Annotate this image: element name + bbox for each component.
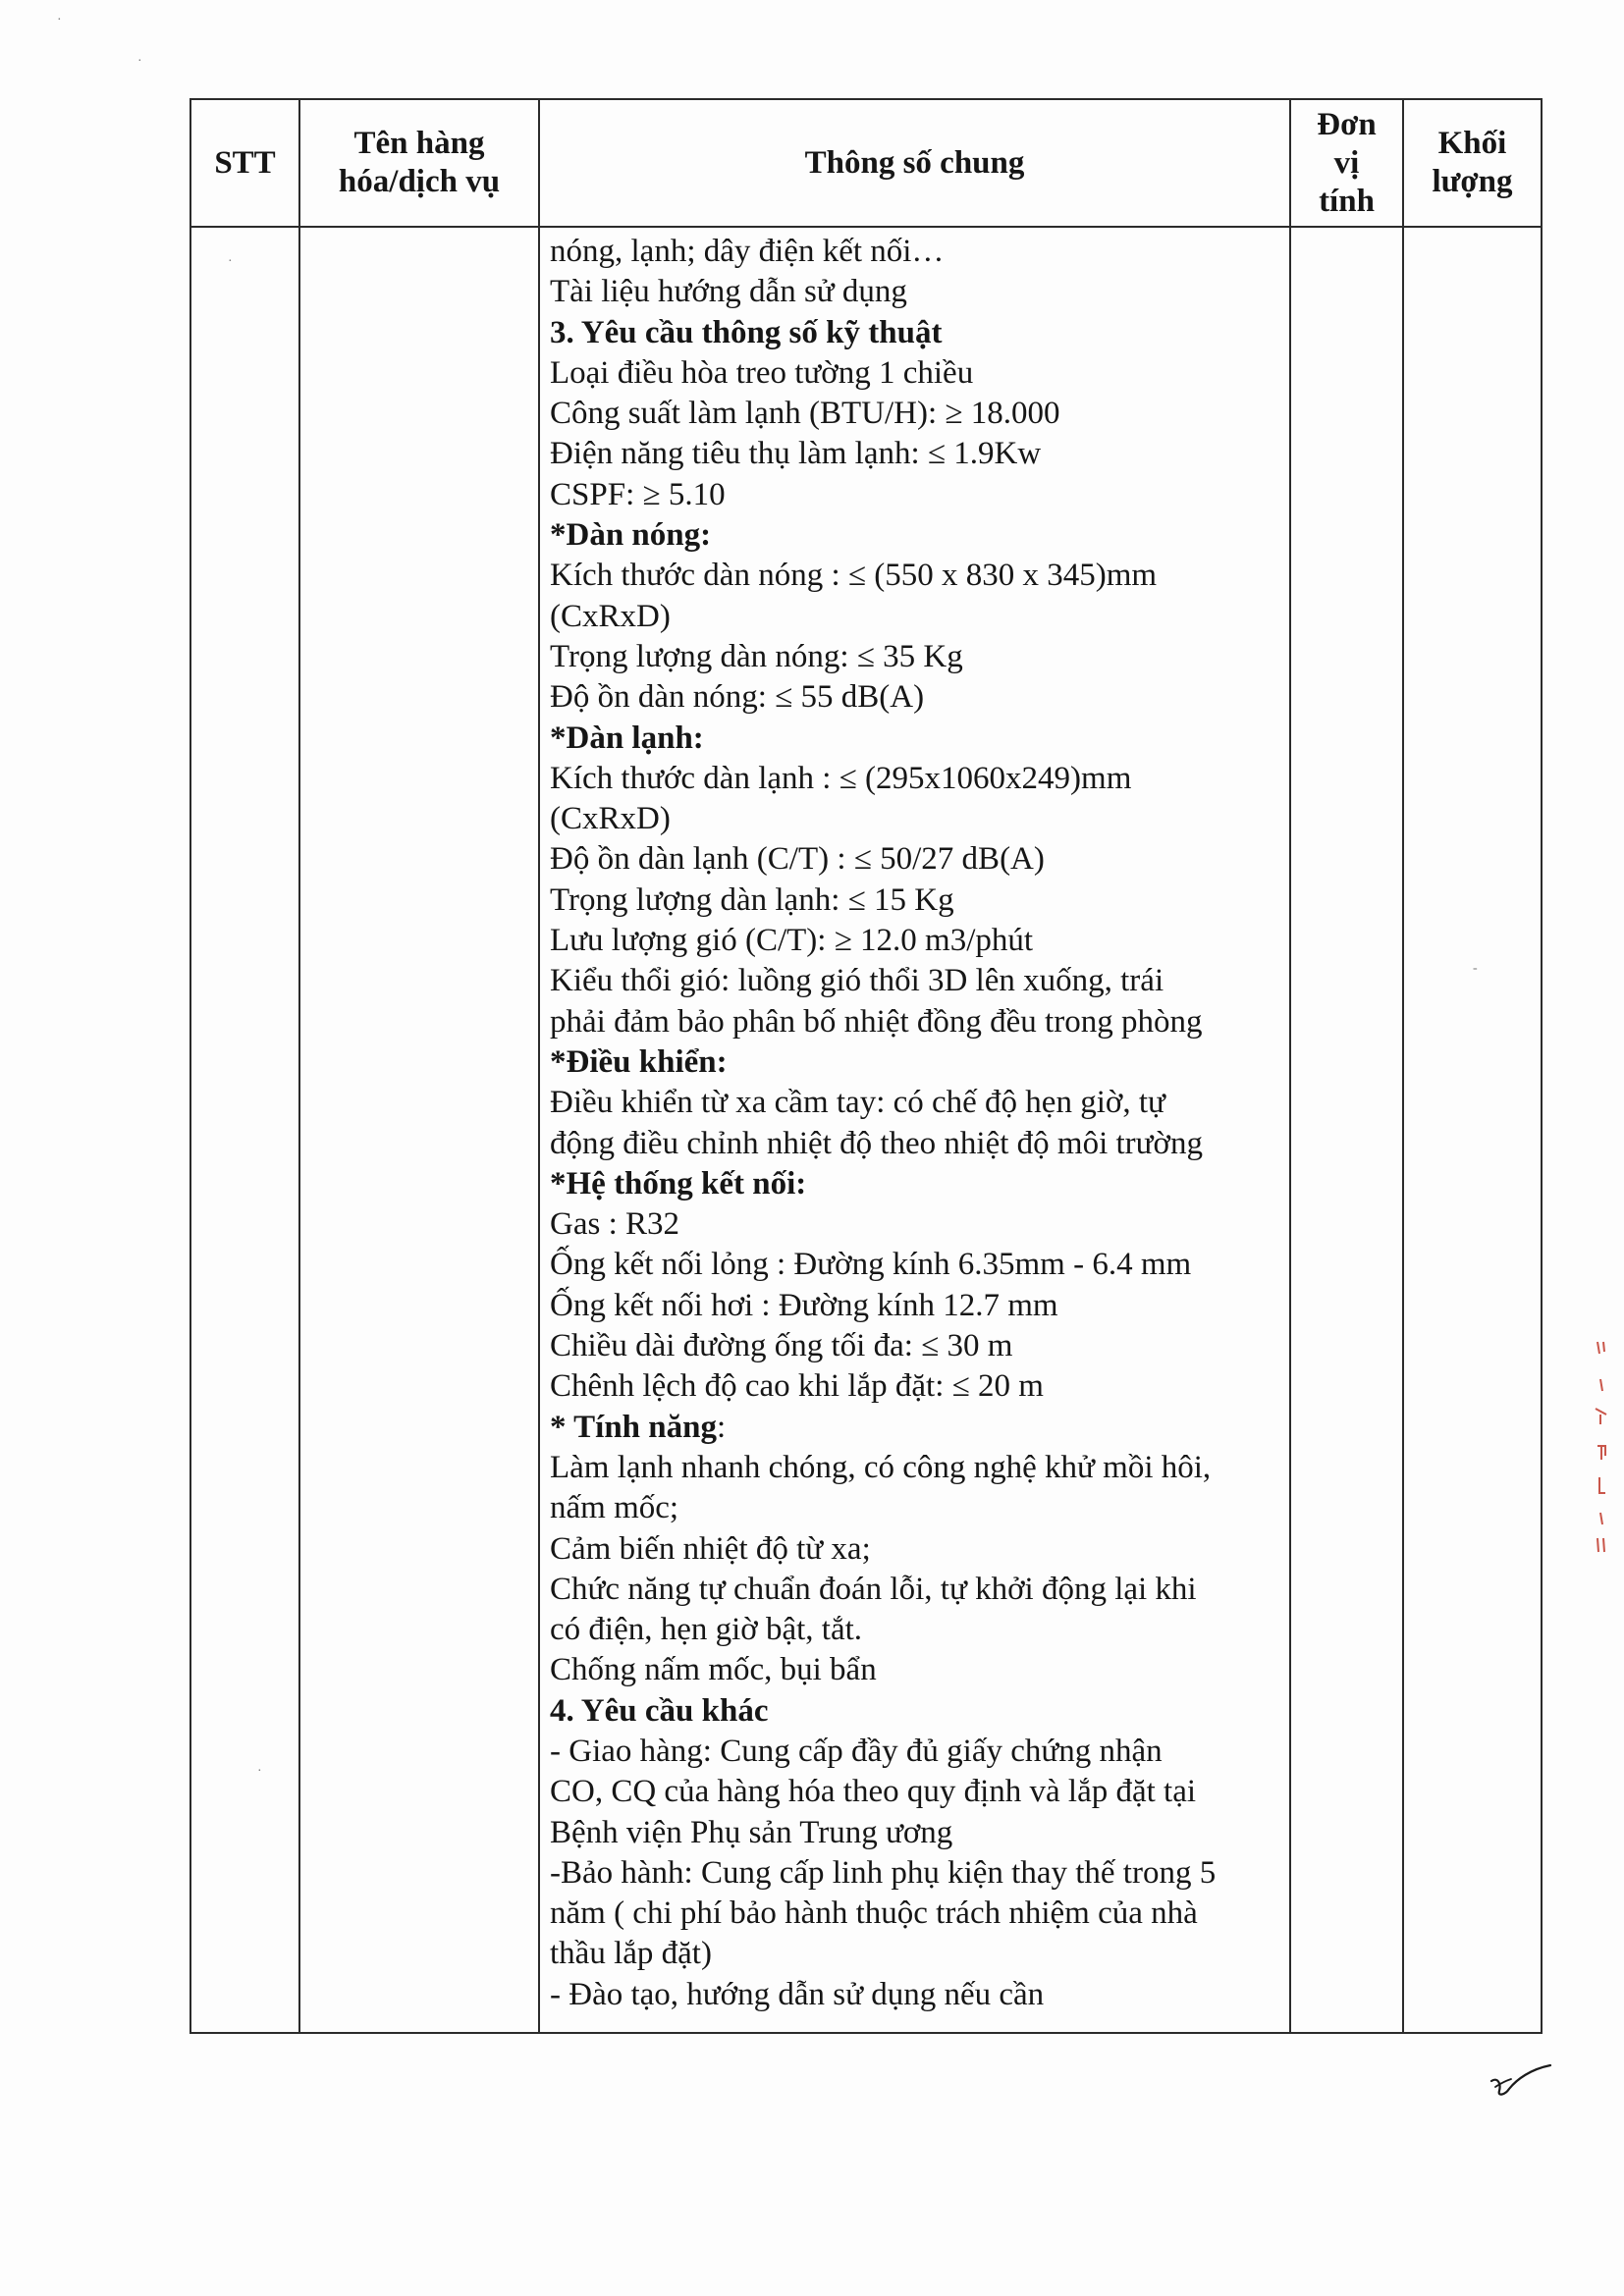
spec-line: Ống kết nối hơi : Đường kính 12.7 mm <box>550 1287 1058 1323</box>
spec-line: Làm lạnh nhanh chóng, có công nghệ khử mồi hôi, <box>550 1449 1212 1485</box>
header-item-name-line2: hóa/dịch vụ <box>338 164 501 199</box>
spec-line: Kiểu thổi gió: luồng gió thổi 3D lên xuống, trái <box>550 963 1164 999</box>
header-general-spec <box>539 99 1290 227</box>
cell-stt <box>190 227 299 2033</box>
spec-line: Điều khiển từ xa cầm tay: có chế độ hẹn giờ, tự <box>550 1085 1165 1121</box>
spec-line: Loại điều hòa treo tường 1 chiều <box>550 354 974 391</box>
stamp-fragment-icon <box>1592 1340 1611 1556</box>
subheading-features-colon: : <box>717 1409 727 1445</box>
spec-line: (CxRxD) <box>550 801 671 837</box>
spec-line: Trọng lượng dàn nóng: ≤ 35 Kg <box>550 638 963 674</box>
table-row <box>190 227 1542 2033</box>
spec-line: Độ ồn dàn nóng: ≤ 55 dB(A) <box>550 679 925 716</box>
scan-speck: · <box>137 54 142 69</box>
header-unit <box>1290 99 1403 227</box>
scan-speck: - <box>1473 961 1478 976</box>
spec-line: Trọng lượng dàn lạnh: ≤ 15 Kg <box>550 881 954 918</box>
header-item-name-line1: Tên hàng <box>353 126 485 161</box>
spec-line: (CxRxD) <box>550 598 671 634</box>
handwritten-initials-mark <box>1488 2061 1556 2101</box>
scan-speck: · <box>57 13 62 27</box>
header-stt-label: STT <box>214 144 276 181</box>
header-general-spec-label: Thông số chung <box>804 144 1025 181</box>
section-heading-technical: 3. Yêu cầu thông số kỹ thuật <box>550 314 943 350</box>
spec-line: Ống kết nối lỏng : Đường kính 6.35mm - 6.4 mm <box>550 1247 1192 1283</box>
spec-line: Lưu lượng gió (C/T): ≥ 12.0 m3/phút <box>550 923 1034 959</box>
spec-line: - Giao hàng: Cung cấp đầy đủ giấy chứng nhận <box>550 1733 1163 1769</box>
header-unit-line2: vị <box>1333 144 1360 181</box>
spec-line: phải đảm bảo phân bố nhiệt đồng đều trong phòng <box>550 1003 1203 1040</box>
spec-line: Gas : R32 <box>550 1206 679 1243</box>
header-unit-line1: Đơn <box>1317 106 1377 142</box>
spec-line: Kích thước dàn nóng : ≤ (550 x 830 x 345)mm <box>550 558 1158 594</box>
spec-text-block <box>540 228 1289 2015</box>
stamp-fragment-marks <box>1598 1340 1618 1556</box>
header-stt <box>190 99 299 227</box>
spec-line: Chênh lệch độ cao khi lắp đặt: ≤ 20 m <box>550 1368 1044 1405</box>
subheading-indoor-unit: *Dàn lạnh: <box>550 720 704 756</box>
spec-line: Kích thước dàn lạnh : ≤ (295x1060x249)mm <box>550 760 1132 796</box>
spec-line: -Bảo hành: Cung cấp linh phụ kiện thay thế trong 5 <box>550 1854 1217 1891</box>
spec-line: Độ ồn dàn lạnh (C/T) : ≤ 50/27 dB(A) <box>550 841 1045 878</box>
spec-line: thầu lắp đặt) <box>550 1936 712 1972</box>
spec-line: Chiều dài đường ống tối đa: ≤ 30 m <box>550 1328 1013 1364</box>
subheading-connection-system: *Hệ thống kết nối: <box>550 1165 807 1201</box>
subheading-outdoor-unit: *Dàn nóng: <box>550 517 712 554</box>
subheading-features-label: * Tính năng <box>550 1409 717 1445</box>
spec-line: - Đào tạo, hướng dẫn sử dụng nếu cần <box>550 1976 1045 2012</box>
header-quantity <box>1403 99 1542 227</box>
spec-line: Cảm biến nhiệt độ từ xa; <box>550 1530 871 1567</box>
spec-line: Công suất làm lạnh (BTU/H): ≥ 18.000 <box>550 396 1060 432</box>
spec-line: CSPF: ≥ 5.10 <box>550 476 726 512</box>
header-item-name <box>299 99 539 227</box>
cell-quantity <box>1403 227 1542 2033</box>
header-unit-line3: tính <box>1319 183 1375 219</box>
scan-speck: · <box>257 1764 262 1779</box>
spec-line: Chống nấm mốc, bụi bẩn <box>550 1652 877 1688</box>
spec-line: Điện năng tiêu thụ làm lạnh: ≤ 1.9Kw <box>550 436 1042 472</box>
subheading-control: *Điều khiển: <box>550 1043 728 1080</box>
cell-unit <box>1290 227 1403 2033</box>
subheading-features <box>550 1408 1281 1448</box>
spec-line: động điều chỉnh nhiệt độ theo nhiệt độ môi trường <box>550 1125 1203 1161</box>
section-heading-other: 4. Yêu cầu khác <box>550 1692 769 1729</box>
header-row <box>190 99 1542 227</box>
header-quantity-line2: lượng <box>1432 164 1513 199</box>
header-quantity-line1: Khối <box>1437 126 1507 161</box>
spec-line: Bệnh viện Phụ sản Trung ương <box>550 1814 953 1850</box>
spec-line: Tài liệu hướng dẫn sử dụng <box>550 274 907 310</box>
specification-table <box>189 98 1543 2034</box>
spec-line: nóng, lạnh; dây điện kết nối… <box>550 234 945 269</box>
cell-spec <box>539 227 1290 2033</box>
spec-line: nấm mốc; <box>550 1490 679 1526</box>
cell-item-name <box>299 227 539 2033</box>
spec-line: có điện, hẹn giờ bật, tắt. <box>550 1612 863 1648</box>
scan-speck: · <box>228 254 233 269</box>
spec-line: Chức năng tự chuẩn đoán lỗi, tự khởi động lại khi <box>550 1571 1197 1607</box>
spec-line: CO, CQ của hàng hóa theo quy định và lắp đặt tại <box>550 1774 1197 1810</box>
spec-line: năm ( chi phí bảo hành thuộc trách nhiệm của nhà <box>550 1896 1198 1932</box>
